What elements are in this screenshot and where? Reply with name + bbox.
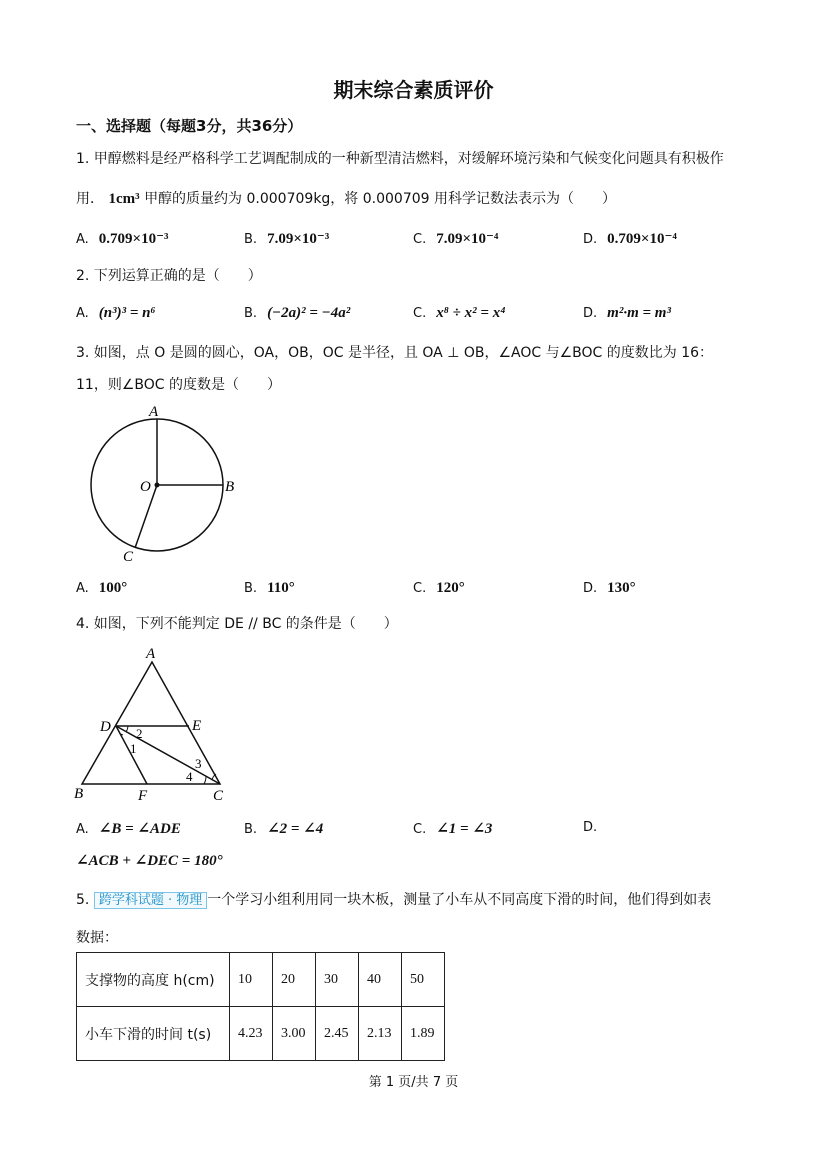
- page-title: 期末综合素质评价: [333, 78, 494, 102]
- option-text: ∠ACB + ∠DEC = 180°: [76, 853, 223, 869]
- q4-option-d-text[interactable]: [76, 851, 223, 870]
- option-label: A.: [76, 306, 89, 321]
- q4-option-b[interactable]: [244, 819, 323, 838]
- option-text: ∠2 = ∠4: [267, 821, 324, 837]
- table-row: [77, 953, 445, 1007]
- option-text: 120°: [436, 580, 465, 596]
- q3-option-c[interactable]: [413, 580, 465, 597]
- q4-option-a[interactable]: [76, 819, 181, 838]
- label-b: B: [225, 479, 235, 495]
- option-label: C.: [413, 306, 427, 321]
- q1-stem-line1: 1. 甲醇燃料是经严格科学工艺调配制成的一种新型清洁燃料，对缓解环境污染和气候变化问题具有积极作: [76, 151, 724, 167]
- q2-option-b[interactable]: [244, 305, 350, 322]
- option-label: A.: [76, 232, 89, 247]
- page-footer: 第 1 页/共 7 页: [368, 1075, 459, 1090]
- table-cell: 4.23: [230, 1007, 273, 1061]
- option-label: D.: [583, 232, 598, 247]
- option-text: (n³)³ = n⁶: [98, 305, 156, 321]
- option-label: C.: [413, 822, 427, 837]
- label-c: C: [123, 549, 134, 565]
- angle-4-arc: [204, 776, 206, 784]
- table-cell: 50: [402, 953, 445, 1007]
- label-angle-3: 3: [195, 756, 202, 771]
- q2-option-c[interactable]: [413, 305, 505, 322]
- q3-option-a[interactable]: [76, 580, 127, 597]
- q2-stem: 2. 下列运算正确的是（ ）: [76, 268, 262, 284]
- option-label: C.: [413, 232, 427, 247]
- q1-option-c[interactable]: [413, 229, 498, 248]
- option-label: B.: [244, 306, 258, 321]
- label-d: D: [100, 719, 111, 735]
- section-heading: 一、选择题（每题3分，共36分）: [76, 117, 303, 135]
- label-a: A: [146, 646, 156, 662]
- option-text: 100°: [98, 580, 128, 596]
- data-table: [76, 952, 445, 1061]
- q3-circle-figure: [80, 398, 250, 568]
- q1-stem-post: 甲醇的质量约为 0.000709kg，将 0.000709 用科学记数法表示为（ ）: [144, 191, 617, 207]
- q1-unit: 1cm³: [108, 191, 140, 207]
- table-cell: 20: [273, 953, 316, 1007]
- row-header-height: 支撑物的高度 h(cm): [77, 953, 230, 1007]
- option-text: (−2a)² = −4a²: [267, 305, 351, 321]
- center-point: [155, 483, 160, 488]
- q2-option-a[interactable]: [76, 305, 156, 322]
- label-c: C: [213, 788, 224, 804]
- q5-stem-text: 一个学习小组利用同一块木板，测量了小车从不同高度下滑的时间，他们得到如表: [207, 892, 712, 908]
- table-cell: 40: [359, 953, 402, 1007]
- table-cell: 30: [316, 953, 359, 1007]
- q1-option-a[interactable]: [76, 229, 169, 248]
- option-label: D.: [583, 581, 598, 596]
- option-text: x⁸ ÷ x² = x⁴: [436, 305, 506, 321]
- label-angle-2: 2: [136, 726, 143, 741]
- q4-stem: 4. 如图，下列不能判定 DE // BC 的条件是（ ）: [76, 616, 398, 632]
- label-b: B: [74, 786, 84, 802]
- label-e: E: [192, 718, 202, 734]
- table-cell: 10: [230, 953, 273, 1007]
- q3-option-d[interactable]: [583, 580, 636, 597]
- q5-stem-line2: 数据：: [76, 930, 118, 946]
- option-text: 7.09×10⁻³: [267, 231, 330, 247]
- subject-tag: 跨学科试题 · 物理: [94, 892, 207, 909]
- q5-number: 5.: [76, 892, 90, 908]
- q4-option-c[interactable]: [413, 819, 492, 838]
- q1-option-d[interactable]: [583, 229, 677, 248]
- q1-stem-line2: [76, 188, 616, 208]
- option-text: 0.709×10⁻³: [98, 231, 169, 247]
- option-label: B.: [244, 232, 258, 247]
- label-o: O: [140, 479, 151, 495]
- label-f: F: [138, 788, 148, 804]
- label-a: A: [149, 404, 159, 420]
- angle-2-arc: [126, 726, 128, 732]
- option-text: ∠1 = ∠3: [436, 821, 493, 837]
- option-text: m²·m = m³: [607, 305, 671, 321]
- table-cell: 3.00: [273, 1007, 316, 1061]
- q4-triangle-figure: [70, 640, 240, 810]
- label-angle-4: 4: [186, 769, 193, 784]
- q5-stem-line1: [76, 889, 711, 909]
- option-text: 7.09×10⁻⁴: [436, 231, 499, 247]
- option-label: C.: [413, 581, 427, 596]
- q4-option-d[interactable]: [583, 819, 607, 835]
- q3-stem-line1: 3. 如图，点 O 是圆的圆心，OA，OB，OC 是半径，且 OA ⊥ OB，∠AOC 与∠BOC 的度数比为 16：: [76, 345, 714, 361]
- row-header-time: 小车下滑的时间 t(s): [77, 1007, 230, 1061]
- option-text: 110°: [267, 580, 295, 596]
- q1-stem-pre: 用．: [76, 191, 104, 207]
- table-cell: 1.89: [402, 1007, 445, 1061]
- option-text: ∠B = ∠ADE: [98, 821, 181, 837]
- option-label: B.: [244, 581, 258, 596]
- option-label: D.: [583, 820, 598, 835]
- label-angle-1: 1: [130, 741, 137, 756]
- table-row: [77, 1007, 445, 1061]
- q2-option-d[interactable]: [583, 305, 671, 322]
- q1-option-b[interactable]: [244, 229, 329, 248]
- q3-option-b[interactable]: [244, 580, 295, 597]
- option-label: B.: [244, 822, 258, 837]
- table-cell: 2.45: [316, 1007, 359, 1061]
- option-text: 130°: [607, 580, 636, 596]
- option-label: A.: [76, 822, 89, 837]
- option-label: A.: [76, 581, 89, 596]
- option-label: D.: [583, 306, 598, 321]
- q3-stem-line2: 11，则∠BOC 的度数是（ ）: [76, 377, 281, 393]
- table-cell: 2.13: [359, 1007, 402, 1061]
- option-text: 0.709×10⁻⁴: [607, 231, 677, 247]
